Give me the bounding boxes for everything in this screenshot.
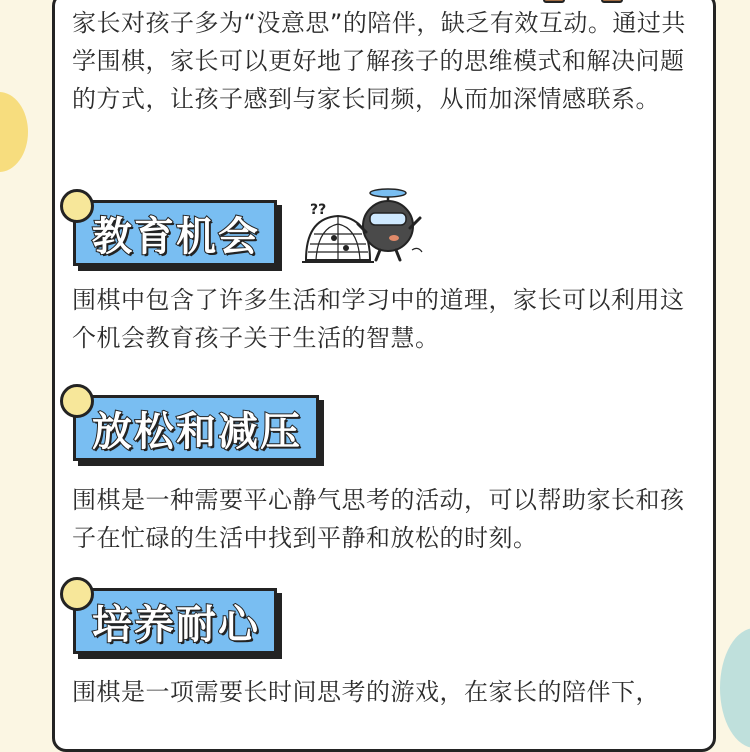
- mascot-illustration: [300, 188, 435, 268]
- heading-box: [73, 395, 319, 461]
- paragraph-relax: 围棋是一种需要平心静气思考的活动，可以帮助家长和孩子在忙碌的生活中找到平静和放松的时刻。: [72, 486, 685, 552]
- decorative-top-tab: [543, 0, 565, 3]
- decorative-yellow-blob: [0, 92, 28, 172]
- decorative-teal-blob: [720, 628, 750, 748]
- paragraph-education: 围棋中包含了许多生活和学习中的道理，家长可以利用这个机会教育孩子关于生活的智慧。: [72, 286, 685, 352]
- heading-box: [73, 588, 277, 654]
- heading-label: 教育机会: [92, 213, 260, 260]
- heading-label: 放松和减压: [92, 408, 302, 455]
- paragraph-patience: 围棋是一项需要长时间思考的游戏，在家长的陪伴下，: [72, 678, 660, 706]
- decorative-top-tab: [601, 0, 623, 3]
- question-marks: ??: [310, 202, 327, 218]
- heading-dot: [60, 577, 94, 611]
- heading-dot: [60, 189, 94, 223]
- heading-label: 培养耐心: [92, 601, 260, 648]
- heading-box: [73, 200, 277, 266]
- heading-dot: [60, 384, 94, 418]
- paragraph-intro: 家长对孩子多为“没意思”的陪伴，缺乏有效互动。通过共学围棋，家长可以更好地了解孩子的思维模式和解决问题的方式，让孩子感到与家长同频，从而加深情感联系。: [72, 9, 686, 113]
